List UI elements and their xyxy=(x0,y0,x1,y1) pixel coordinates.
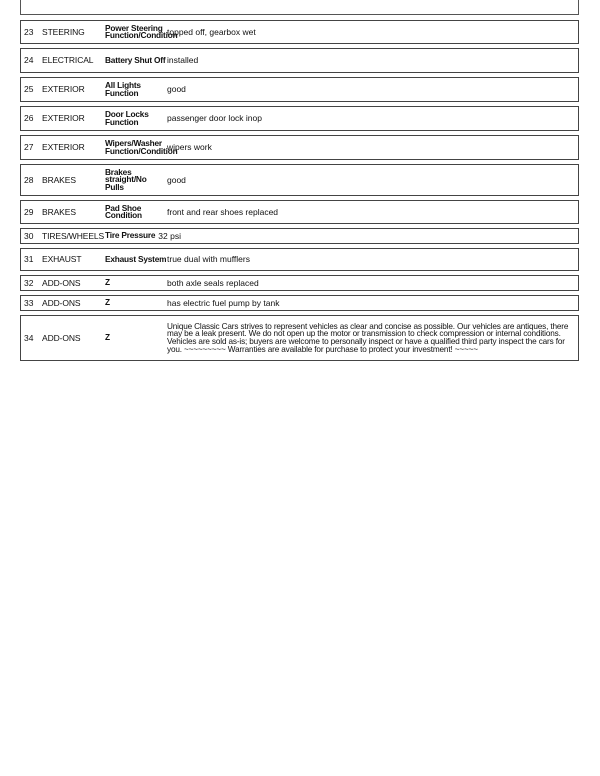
row-category: ELECTRICAL xyxy=(42,55,94,66)
row-note: good xyxy=(167,174,186,185)
row-item: Power Steering Function/Condition xyxy=(105,22,178,40)
row-item: Z xyxy=(105,332,110,343)
row-item: Exhaust System xyxy=(105,253,167,264)
row-note: topped off, gearbox wet xyxy=(167,26,256,37)
checklist-row-30 xyxy=(20,228,579,244)
row-note: passenger door lock inop xyxy=(167,113,262,124)
row-category: BRAKES xyxy=(42,174,76,185)
row-category: STEERING xyxy=(42,26,85,37)
row-item: Brakes straight/No Pulls xyxy=(105,167,147,192)
row-item: All Lights Function xyxy=(105,80,141,98)
row-number: 25 xyxy=(24,84,34,95)
row-item: Pad Shoe Condition xyxy=(105,202,142,220)
row-item: Door Locks Function xyxy=(105,109,149,127)
row-note: installed xyxy=(167,55,199,66)
row-item: Z xyxy=(105,297,110,308)
row-category: ADD-ONS xyxy=(42,277,81,288)
row-number: 28 xyxy=(24,174,34,185)
row-category: EXTERIOR xyxy=(42,113,85,124)
checklist-row-34 xyxy=(20,315,579,361)
checklist-row-28 xyxy=(20,164,579,196)
row-category: EXHAUST xyxy=(42,254,82,265)
row-number: 27 xyxy=(24,142,34,153)
row-note: 32 psi xyxy=(158,230,181,241)
row-note: both axle seals replaced xyxy=(167,277,259,288)
checklist-row-33 xyxy=(20,295,579,311)
checklist-row-24 xyxy=(20,48,579,73)
checklist-row-31 xyxy=(20,248,579,271)
checklist-row-23 xyxy=(20,20,579,44)
row-note: wipers work xyxy=(167,142,212,153)
row-item: Tire Pressure xyxy=(105,230,156,241)
row-category: ADD-ONS xyxy=(42,332,81,343)
row-category: EXTERIOR xyxy=(42,142,85,153)
row-category: BRAKES xyxy=(42,206,76,217)
row-category: ADD-ONS xyxy=(42,297,81,308)
row-category: TIRES/WHEELS xyxy=(42,230,105,241)
checklist-row-26 xyxy=(20,106,579,131)
row-note: good xyxy=(167,84,186,95)
dealer-disclaimer: Unique Classic Cars strives to represent vehicles as clear and concise as possible. Our vehicles are antiques, there may be a leak present. We do not open up the motor or transmission to check compression or internal conditions. Vehicles are sold as-is; buyers are welcome to personally inspect or have a qualified third party inspect the cars for you. ~~~~~~~~~ Warranties are available for purchase to protect your investment! ~~~~~ xyxy=(167,321,569,354)
row-item: Wipers/Washer Function/Condition xyxy=(105,138,178,156)
row-item: Z xyxy=(105,277,110,288)
inspection-checklist xyxy=(20,20,579,365)
row-number: 26 xyxy=(24,113,34,124)
row-number: 29 xyxy=(24,206,34,217)
checklist-row-27 xyxy=(20,135,579,160)
row-number: 31 xyxy=(24,254,34,265)
row-number: 33 xyxy=(24,297,34,308)
row-note: has electric fuel pump by tank xyxy=(167,297,280,308)
row-number: 30 xyxy=(24,230,34,241)
row-category: EXTERIOR xyxy=(42,84,85,95)
row-number: 24 xyxy=(24,55,34,66)
row-item: Battery Shut Off xyxy=(105,54,166,65)
checklist-row-25 xyxy=(20,77,579,102)
row-number: 32 xyxy=(24,277,34,288)
row-number: 23 xyxy=(24,26,34,37)
checklist-row-32 xyxy=(20,275,579,291)
row-number: 34 xyxy=(24,332,34,343)
previous-section-border xyxy=(20,0,579,15)
checklist-row-29 xyxy=(20,200,579,224)
row-note: true dual with mufflers xyxy=(167,254,250,265)
row-note: front and rear shoes replaced xyxy=(167,206,279,217)
